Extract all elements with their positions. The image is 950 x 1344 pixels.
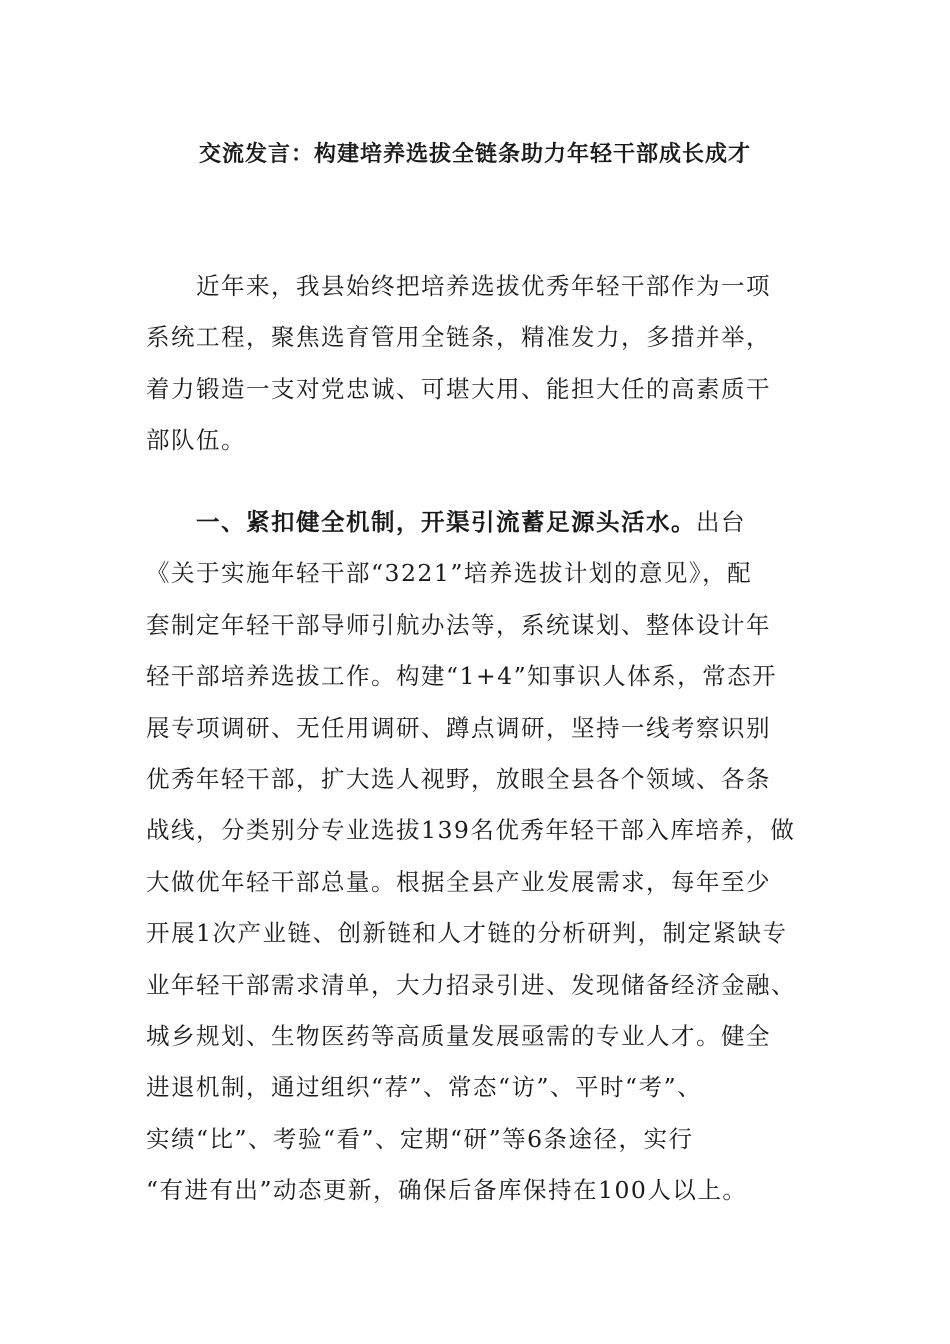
- paragraph-line: 进退机制，通过组织“荐”、常态“访”、平时“考”、: [146, 1073, 703, 1102]
- document-title: 交流发言：构建培养选拔全链条助力年轻干部成长成才: [198, 141, 751, 167]
- section-heading: 一、紧扣健全机制，开渠引流蓄足源头活水。: [196, 508, 696, 536]
- paragraph-line: 城乡规划、生物医药等高质量发展亟需的专业人才。健全: [146, 1021, 771, 1050]
- paragraph-line: 部队伍。: [146, 426, 246, 455]
- paragraph-line: 业年轻干部需求清单，大力招录引进、发现储备经济金融、: [146, 970, 796, 999]
- paragraph-line: 套制定年轻干部导师引航办法等，系统谋划、整体设计年: [146, 610, 771, 639]
- paragraph-line: 开展1次产业链、创新链和人才链的分析研判，制定紧缺专: [146, 919, 788, 948]
- paragraph-line: 系统工程，聚焦选育管用全链条，精准发力，多措并举，: [146, 323, 771, 352]
- paragraph-line: 展专项调研、无任用调研、蹲点调研，坚持一线考察识别: [146, 713, 771, 742]
- paragraph-line: 轻干部培养选拔工作。构建“1+4”知事识人体系，常态开: [146, 662, 778, 691]
- paragraph-line: 大做优年轻干部总量。根据全县产业发展需求，每年至少: [146, 867, 771, 896]
- paragraph-line: 着力锻造一支对党忠诚、可堪大用、能担大任的高素质干: [146, 374, 771, 403]
- section-one-paragraph: [146, 497, 810, 1216]
- section-first-line-text: 出台: [696, 508, 746, 536]
- section-first-line: [146, 497, 810, 548]
- paragraph-line: 战线，分类别分专业选拔139名优秀年轻干部入库培养，做: [146, 816, 796, 845]
- paragraph-line: 近年来，我县始终把培养选拔优秀年轻干部作为一项: [196, 272, 771, 300]
- intro-paragraph: [146, 261, 810, 467]
- paragraph-line: 优秀年轻干部，扩大选人视野，放眼全县各个领域、各条: [146, 764, 771, 793]
- paragraph-line: 实绩“比”、考验“看”、定期“研”等6条途径，实行: [146, 1124, 694, 1153]
- paragraph-line: “有进有出”动态更新，确保后备库保持在100人以上。: [146, 1176, 748, 1205]
- paragraph-line: 《关于实施年轻干部“3221”培养选拔计划的意见》，配: [146, 559, 753, 588]
